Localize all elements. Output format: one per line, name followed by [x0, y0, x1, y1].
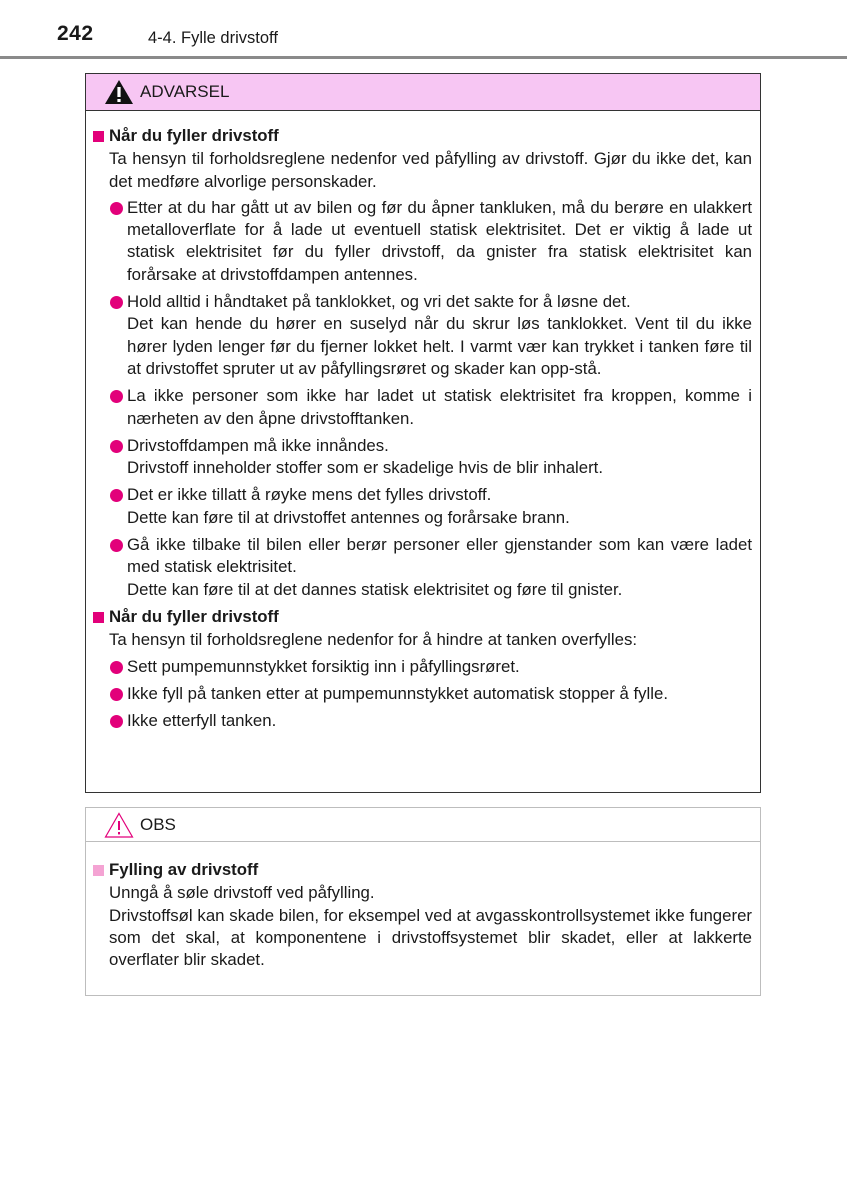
list-item	[92, 534, 752, 601]
bullet-list	[92, 197, 752, 601]
list-item	[92, 656, 752, 678]
list-item	[92, 683, 752, 705]
caution-title: OBS	[140, 814, 176, 834]
caution-line: Unngå å søle drivstoff ved påfylling.	[109, 883, 375, 903]
bullet-line: Ikke etterfyll tanken.	[127, 711, 277, 731]
bullet-line: La ikke personer som ikke har ladet ut statisk elektrisitet fra kroppen, komme i nærheten av den åpne drivstofftanken.	[127, 386, 752, 428]
caution-box-header	[86, 808, 760, 842]
dot-bullet-icon	[110, 539, 123, 552]
square-bullet-icon	[93, 131, 104, 142]
list-item	[92, 291, 752, 380]
warning-triangle-icon	[104, 78, 134, 106]
bullet-line: Drivstoff inneholder stoffer som er skadelige hvis de blir inhalert.	[127, 458, 604, 478]
dot-bullet-icon	[110, 715, 123, 728]
list-item	[92, 197, 752, 286]
warning-section	[92, 606, 752, 732]
section-intro: Ta hensyn til forholdsreglene nedenfor ved påfylling av drivstoff. Gjør du ikke det, kan det medføre alvorlige personskader.	[109, 149, 752, 191]
warning-box-body	[86, 111, 760, 732]
warning-box	[85, 73, 761, 793]
dot-bullet-icon	[110, 489, 123, 502]
square-bullet-icon	[93, 865, 104, 876]
dot-bullet-icon	[110, 296, 123, 309]
bullet-line: Drivstoffdampen må ikke innåndes.	[127, 435, 389, 455]
section-heading-text: Når du fyller drivstoff	[109, 126, 279, 145]
bullet-list	[92, 656, 752, 733]
dot-bullet-icon	[110, 390, 123, 403]
dot-bullet-icon	[110, 440, 123, 453]
bullet-line: Dette kan føre til at drivstoffet antennes og forårsake brann.	[127, 507, 570, 527]
bullet-line: Det kan hende du hører en suselyd når du skrur løs tanklokket. Vent til du ikke hører lyden lenger før du fjerner lokket helt. I varmt vær kan trykket i tanken føre til at drivstoffet spruter ut av påfyllingsrøret og skader kan opp-stå.	[127, 314, 752, 378]
section-heading	[92, 859, 752, 881]
bullet-line: Ikke fyll på tanken etter at pumpemunnstykket automatisk stopper å fylle.	[127, 683, 668, 703]
bullet-line: Sett pumpemunnstykket forsiktig inn i påfyllingsrøret.	[127, 656, 520, 676]
list-item	[92, 710, 752, 732]
warning-title: ADVARSEL	[140, 82, 230, 101]
square-bullet-icon	[93, 612, 104, 623]
list-item	[92, 435, 752, 480]
bullet-line: Det er ikke tillatt å røyke mens det fylles drivstoff.	[127, 485, 492, 505]
caution-box-body	[86, 842, 760, 971]
dot-bullet-icon	[110, 661, 123, 674]
bullet-line: Hold alltid i håndtaket på tanklokket, og vri det sakte for å løsne det.	[127, 292, 631, 312]
list-item	[92, 484, 752, 529]
caution-box	[85, 807, 761, 996]
header-rule	[0, 56, 847, 59]
section-heading	[92, 606, 752, 628]
dot-bullet-icon	[110, 688, 123, 701]
bullet-line: Dette kan føre til at det dannes statisk elektrisitet og føre til gnister.	[127, 579, 623, 599]
section-title: 4-4. Fylle drivstoff	[148, 29, 278, 47]
bullet-line: Gå ikke tilbake til bilen eller berør personer eller gjenstander som kan være ladet med statisk elektrisitet.	[127, 535, 752, 577]
bullet-line: Etter at du har gått ut av bilen og før du åpner tankluken, må du berøre en ulakkert metalloverflate for å lade ut eventuell statisk elektrisitet. Det er viktig å lade ut statisk elektrisitet før du fyller drivstoff, da gnister fra statisk elektrisitet kan forårsake at drivstoffdampen antennes.	[127, 197, 752, 284]
dot-bullet-icon	[110, 202, 123, 215]
caution-line: Drivstoffsøl kan skade bilen, for eksempel ved at avgasskontrollsystemet ikke fungerer som det skal, at komponentene i drivstoffsystemet blir skadet, eller at lakkerte overflater blir skadet.	[109, 905, 752, 970]
section-intro: Ta hensyn til forholdsreglene nedenfor for å hindre at tanken overfylles:	[109, 630, 637, 650]
warning-box-header	[86, 74, 760, 111]
list-item	[92, 385, 752, 430]
section-heading-text: Fylling av drivstoff	[109, 860, 259, 879]
page-header	[0, 0, 847, 60]
warning-section	[92, 125, 752, 601]
page-number: 242	[57, 22, 94, 45]
caution-triangle-icon	[104, 811, 134, 839]
section-heading-text: Når du fyller drivstoff	[109, 606, 279, 626]
section-heading	[92, 125, 752, 147]
